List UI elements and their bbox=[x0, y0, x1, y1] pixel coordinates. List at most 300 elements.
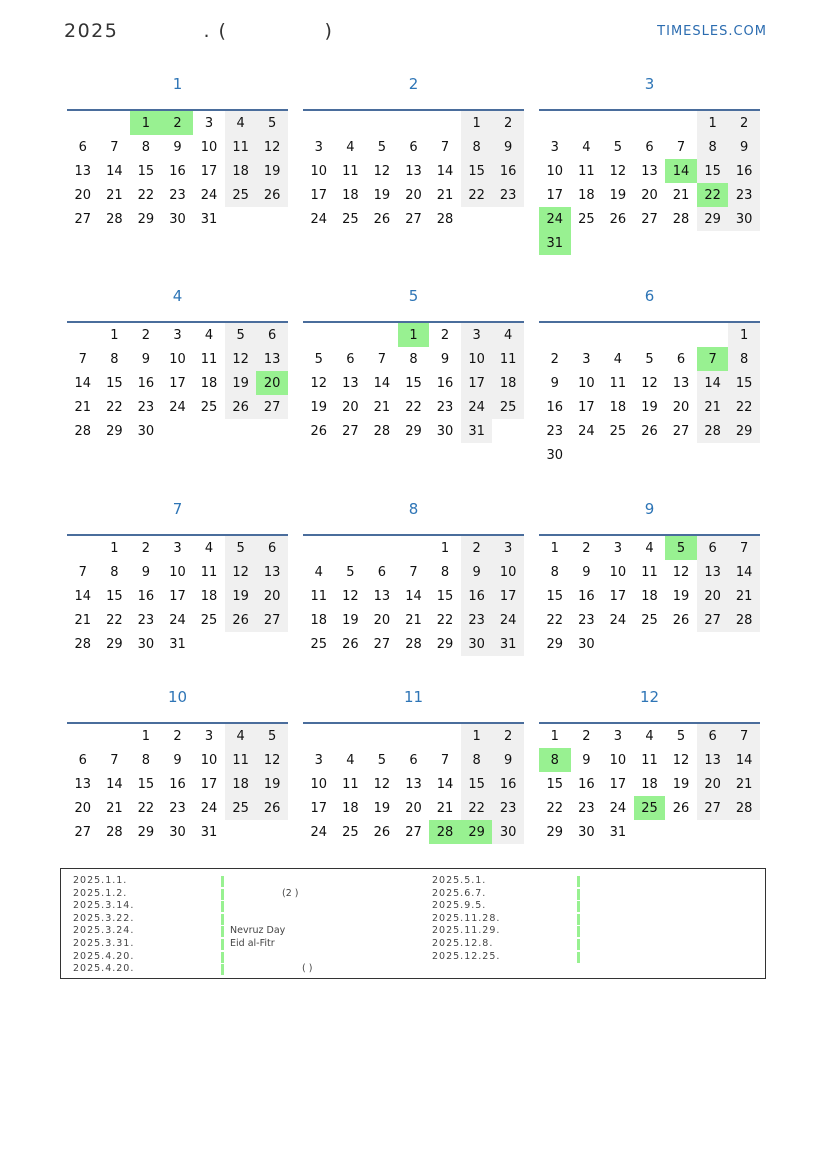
day-cell[interactable]: 2 bbox=[141, 327, 151, 343]
day-cell[interactable]: 30 bbox=[137, 636, 155, 652]
day-cell[interactable]: 7 bbox=[110, 139, 119, 155]
day-cell[interactable]: 5 bbox=[256, 723, 288, 748]
day-cell[interactable]: 17 bbox=[492, 584, 524, 608]
day-cell[interactable]: 18 bbox=[342, 800, 359, 816]
day-cell[interactable]: 11 bbox=[342, 163, 359, 179]
day-cell[interactable]: 27 bbox=[256, 608, 288, 632]
day-cell[interactable]: 16 bbox=[492, 159, 524, 183]
day-cell[interactable]: 17 bbox=[461, 371, 493, 395]
day-cell[interactable]: 27 bbox=[256, 395, 288, 419]
day-cell[interactable]: 6 bbox=[409, 139, 418, 155]
day-cell[interactable]: 28 bbox=[436, 211, 454, 227]
day-cell[interactable]: 23 bbox=[137, 612, 155, 628]
day-cell[interactable]: 6 bbox=[697, 535, 729, 560]
day-cell[interactable]: 15 bbox=[405, 375, 422, 391]
day-cell[interactable]: 17 bbox=[169, 588, 186, 604]
day-cell[interactable]: 26 bbox=[672, 800, 690, 816]
day-cell[interactable]: 10 bbox=[200, 139, 218, 155]
day-cell[interactable]: 9 bbox=[440, 351, 450, 367]
day-cell[interactable]: 6 bbox=[676, 351, 686, 367]
day-cell[interactable]: 13 bbox=[641, 163, 658, 179]
day-cell[interactable]: 15 bbox=[137, 776, 155, 792]
day-cell[interactable]: 17 bbox=[200, 163, 218, 179]
day-cell[interactable]: 6 bbox=[78, 752, 87, 768]
day-cell[interactable]: 8 bbox=[461, 748, 493, 772]
day-cell[interactable]: 12 bbox=[310, 375, 328, 391]
day-cell[interactable]: 19 bbox=[256, 159, 288, 183]
day-cell[interactable]: 10 bbox=[578, 375, 595, 391]
day-cell[interactable]: 31 bbox=[539, 231, 571, 255]
day-cell[interactable]: 24 bbox=[461, 395, 493, 419]
day-cell[interactable]: 19 bbox=[672, 776, 690, 792]
day-cell[interactable]: 24 bbox=[609, 612, 627, 628]
day-cell[interactable]: 27 bbox=[641, 211, 658, 227]
day-cell[interactable]: 19 bbox=[609, 187, 627, 203]
day-cell[interactable]: 12 bbox=[641, 375, 658, 391]
day-cell[interactable]: 14 bbox=[405, 588, 422, 604]
day-cell[interactable]: 3 bbox=[613, 728, 623, 744]
day-cell[interactable]: 22 bbox=[106, 612, 123, 628]
day-cell[interactable]: 26 bbox=[373, 824, 391, 840]
day-cell[interactable]: 24 bbox=[200, 187, 218, 203]
day-cell[interactable]: 8 bbox=[539, 748, 571, 772]
day-cell[interactable]: 13 bbox=[74, 163, 92, 179]
day-cell[interactable]: 15 bbox=[106, 588, 123, 604]
day-cell[interactable]: 7 bbox=[409, 564, 418, 580]
day-cell[interactable]: 31 bbox=[200, 824, 218, 840]
day-cell[interactable]: 19 bbox=[373, 800, 391, 816]
day-cell[interactable]: 3 bbox=[204, 728, 214, 744]
day-cell[interactable]: 22 bbox=[546, 612, 564, 628]
day-cell[interactable]: 5 bbox=[676, 728, 686, 744]
day-cell[interactable]: 2 bbox=[440, 327, 450, 343]
day-cell[interactable]: 10 bbox=[310, 776, 328, 792]
day-cell[interactable]: 13 bbox=[405, 163, 422, 179]
day-cell[interactable]: 28 bbox=[106, 211, 123, 227]
day-cell[interactable]: 21 bbox=[74, 612, 92, 628]
day-cell[interactable]: 6 bbox=[256, 322, 288, 347]
day-cell[interactable]: 4 bbox=[204, 540, 214, 556]
day-cell[interactable]: 21 bbox=[405, 612, 422, 628]
day-cell[interactable]: 9 bbox=[728, 135, 760, 159]
day-cell[interactable]: 15 bbox=[546, 776, 564, 792]
day-cell[interactable]: 21 bbox=[728, 772, 760, 796]
day-cell[interactable]: 11 bbox=[200, 564, 218, 580]
day-cell[interactable]: 22 bbox=[546, 800, 564, 816]
day-cell[interactable]: 10 bbox=[609, 752, 627, 768]
day-cell[interactable]: 19 bbox=[373, 187, 391, 203]
day-cell[interactable]: 4 bbox=[314, 564, 323, 580]
day-cell[interactable]: 8 bbox=[461, 135, 493, 159]
day-cell[interactable]: 10 bbox=[310, 163, 328, 179]
day-cell[interactable]: 14 bbox=[728, 748, 760, 772]
day-cell[interactable]: 27 bbox=[74, 824, 92, 840]
day-cell[interactable]: 30 bbox=[546, 447, 564, 463]
day-cell[interactable]: 9 bbox=[492, 135, 524, 159]
day-cell[interactable]: 12 bbox=[256, 748, 288, 772]
day-cell[interactable]: 14 bbox=[106, 776, 123, 792]
day-cell[interactable]: 3 bbox=[314, 139, 323, 155]
day-cell[interactable]: 1 bbox=[697, 110, 729, 135]
day-cell[interactable]: 11 bbox=[578, 163, 595, 179]
day-cell[interactable]: 23 bbox=[492, 796, 524, 820]
day-cell[interactable]: 20 bbox=[697, 772, 729, 796]
day-cell[interactable]: 25 bbox=[310, 636, 328, 652]
day-cell[interactable]: 20 bbox=[405, 800, 422, 816]
day-cell[interactable]: 16 bbox=[137, 375, 155, 391]
day-cell[interactable]: 21 bbox=[436, 187, 454, 203]
day-cell[interactable]: 14 bbox=[373, 375, 391, 391]
day-cell[interactable]: 1 bbox=[110, 540, 119, 556]
day-cell[interactable]: 24 bbox=[539, 207, 571, 231]
day-cell[interactable]: 6 bbox=[346, 351, 355, 367]
day-cell[interactable]: 2 bbox=[141, 540, 151, 556]
day-cell[interactable]: 10 bbox=[461, 347, 493, 371]
day-cell[interactable]: 21 bbox=[436, 800, 454, 816]
day-cell[interactable]: 10 bbox=[169, 564, 186, 580]
day-cell[interactable]: 9 bbox=[492, 748, 524, 772]
day-cell[interactable]: 1 bbox=[728, 322, 760, 347]
day-cell[interactable]: 7 bbox=[78, 351, 87, 367]
day-cell[interactable]: 14 bbox=[436, 776, 454, 792]
day-cell[interactable]: 30 bbox=[436, 423, 454, 439]
day-cell[interactable]: 10 bbox=[492, 560, 524, 584]
day-cell[interactable]: 23 bbox=[137, 399, 155, 415]
day-cell[interactable]: 25 bbox=[634, 796, 666, 820]
day-cell[interactable]: 4 bbox=[492, 322, 524, 347]
day-cell[interactable]: 4 bbox=[346, 139, 355, 155]
day-cell[interactable]: 8 bbox=[409, 351, 418, 367]
day-cell[interactable]: 19 bbox=[342, 612, 359, 628]
day-cell[interactable]: 20 bbox=[74, 187, 92, 203]
day-cell[interactable]: 5 bbox=[256, 110, 288, 135]
day-cell[interactable]: 16 bbox=[546, 399, 564, 415]
day-cell[interactable]: 15 bbox=[106, 375, 123, 391]
day-cell[interactable]: 11 bbox=[225, 748, 257, 772]
day-cell[interactable]: 21 bbox=[697, 395, 729, 419]
day-cell[interactable]: 8 bbox=[110, 564, 119, 580]
day-cell[interactable]: 15 bbox=[546, 588, 564, 604]
day-cell[interactable]: 9 bbox=[173, 139, 182, 155]
day-cell[interactable]: 19 bbox=[225, 371, 257, 395]
day-cell[interactable]: 26 bbox=[609, 211, 627, 227]
day-cell[interactable]: 20 bbox=[256, 371, 288, 395]
day-cell[interactable]: 6 bbox=[256, 535, 288, 560]
day-cell[interactable]: 18 bbox=[310, 612, 328, 628]
day-cell[interactable]: 24 bbox=[578, 423, 595, 439]
day-cell[interactable]: 18 bbox=[641, 776, 658, 792]
day-cell[interactable]: 29 bbox=[461, 820, 493, 844]
day-cell[interactable]: 13 bbox=[405, 776, 422, 792]
day-cell[interactable]: 4 bbox=[613, 351, 623, 367]
day-cell[interactable]: 11 bbox=[609, 375, 627, 391]
day-cell[interactable]: 17 bbox=[200, 776, 218, 792]
day-cell[interactable]: 28 bbox=[672, 211, 690, 227]
day-cell[interactable]: 11 bbox=[641, 752, 658, 768]
day-cell[interactable]: 22 bbox=[137, 187, 155, 203]
day-cell[interactable]: 10 bbox=[169, 351, 186, 367]
day-cell[interactable]: 3 bbox=[461, 322, 493, 347]
day-cell[interactable]: 6 bbox=[409, 752, 418, 768]
day-cell[interactable]: 29 bbox=[728, 419, 760, 443]
day-cell[interactable]: 25 bbox=[200, 612, 218, 628]
day-cell[interactable]: 24 bbox=[310, 824, 328, 840]
day-cell[interactable]: 14 bbox=[665, 159, 697, 183]
day-cell[interactable]: 18 bbox=[492, 371, 524, 395]
day-cell[interactable]: 18 bbox=[578, 187, 595, 203]
day-cell[interactable]: 16 bbox=[169, 776, 186, 792]
day-cell[interactable]: 29 bbox=[546, 636, 564, 652]
day-cell[interactable]: 11 bbox=[200, 351, 218, 367]
day-cell[interactable]: 5 bbox=[613, 139, 623, 155]
day-cell[interactable]: 9 bbox=[461, 560, 493, 584]
day-cell[interactable]: 22 bbox=[461, 183, 493, 207]
day-cell[interactable]: 22 bbox=[106, 399, 123, 415]
day-cell[interactable]: 20 bbox=[74, 800, 92, 816]
day-cell[interactable]: 14 bbox=[728, 560, 760, 584]
day-cell[interactable]: 10 bbox=[200, 752, 218, 768]
day-cell[interactable]: 11 bbox=[225, 135, 257, 159]
day-cell[interactable]: 11 bbox=[342, 776, 359, 792]
day-cell[interactable]: 22 bbox=[697, 183, 729, 207]
day-cell[interactable]: 23 bbox=[461, 608, 493, 632]
day-cell[interactable]: 5 bbox=[377, 139, 387, 155]
day-cell[interactable]: 22 bbox=[436, 612, 454, 628]
day-cell[interactable]: 28 bbox=[373, 423, 391, 439]
day-cell[interactable]: 16 bbox=[578, 588, 595, 604]
day-cell[interactable]: 8 bbox=[141, 139, 151, 155]
day-cell[interactable]: 6 bbox=[697, 723, 729, 748]
day-cell[interactable]: 31 bbox=[169, 636, 186, 652]
day-cell[interactable]: 2 bbox=[550, 351, 559, 367]
day-cell[interactable]: 29 bbox=[106, 636, 123, 652]
day-cell[interactable]: 14 bbox=[106, 163, 123, 179]
day-cell[interactable]: 17 bbox=[578, 399, 595, 415]
day-cell[interactable]: 16 bbox=[492, 772, 524, 796]
day-cell[interactable]: 3 bbox=[582, 351, 591, 367]
day-cell[interactable]: 31 bbox=[609, 824, 627, 840]
day-cell[interactable]: 3 bbox=[314, 752, 323, 768]
day-cell[interactable]: 20 bbox=[373, 612, 391, 628]
day-cell[interactable]: 20 bbox=[697, 584, 729, 608]
day-cell[interactable]: 9 bbox=[173, 752, 182, 768]
day-cell[interactable]: 1 bbox=[130, 110, 162, 135]
day-cell[interactable]: 21 bbox=[106, 187, 123, 203]
day-cell[interactable]: 15 bbox=[461, 772, 493, 796]
day-cell[interactable]: 14 bbox=[436, 163, 454, 179]
day-cell[interactable]: 1 bbox=[461, 723, 493, 748]
day-cell[interactable]: 15 bbox=[697, 159, 729, 183]
day-cell[interactable]: 2 bbox=[162, 110, 194, 135]
day-cell[interactable]: 16 bbox=[728, 159, 760, 183]
day-cell[interactable]: 24 bbox=[609, 800, 627, 816]
day-cell[interactable]: 20 bbox=[342, 399, 359, 415]
day-cell[interactable]: 12 bbox=[609, 163, 627, 179]
day-cell[interactable]: 4 bbox=[645, 728, 654, 744]
day-cell[interactable]: 28 bbox=[405, 636, 422, 652]
day-cell[interactable]: 18 bbox=[641, 588, 658, 604]
day-cell[interactable]: 9 bbox=[582, 752, 591, 768]
day-cell[interactable]: 26 bbox=[641, 423, 658, 439]
day-cell[interactable]: 22 bbox=[137, 800, 155, 816]
day-cell[interactable]: 27 bbox=[697, 608, 729, 632]
day-cell[interactable]: 3 bbox=[173, 540, 182, 556]
day-cell[interactable]: 1 bbox=[440, 540, 450, 556]
day-cell[interactable]: 22 bbox=[405, 399, 422, 415]
day-cell[interactable]: 16 bbox=[578, 776, 595, 792]
day-cell[interactable]: 7 bbox=[728, 535, 760, 560]
day-cell[interactable]: 30 bbox=[492, 820, 524, 844]
day-cell[interactable]: 18 bbox=[342, 187, 359, 203]
day-cell[interactable]: 17 bbox=[310, 800, 328, 816]
day-cell[interactable]: 7 bbox=[377, 351, 387, 367]
day-cell[interactable]: 17 bbox=[609, 776, 627, 792]
day-cell[interactable]: 5 bbox=[314, 351, 323, 367]
day-cell[interactable]: 3 bbox=[173, 327, 182, 343]
day-cell[interactable]: 27 bbox=[342, 423, 359, 439]
day-cell[interactable]: 7 bbox=[440, 139, 450, 155]
day-cell[interactable]: 25 bbox=[342, 211, 359, 227]
day-cell[interactable]: 28 bbox=[106, 824, 123, 840]
day-cell[interactable]: 15 bbox=[728, 371, 760, 395]
day-cell[interactable]: 27 bbox=[373, 636, 391, 652]
site-logo[interactable]: TIMESLES.COM bbox=[657, 24, 767, 39]
day-cell[interactable]: 20 bbox=[672, 399, 690, 415]
day-cell[interactable]: 22 bbox=[728, 395, 760, 419]
day-cell[interactable]: 26 bbox=[342, 636, 359, 652]
day-cell[interactable]: 3 bbox=[613, 540, 623, 556]
day-cell[interactable]: 16 bbox=[169, 163, 186, 179]
day-cell[interactable]: 9 bbox=[141, 351, 151, 367]
day-cell[interactable]: 18 bbox=[225, 159, 257, 183]
day-cell[interactable]: 30 bbox=[137, 423, 155, 439]
day-cell[interactable]: 5 bbox=[225, 322, 257, 347]
day-cell[interactable]: 31 bbox=[461, 419, 493, 443]
day-cell[interactable]: 7 bbox=[110, 752, 119, 768]
day-cell[interactable]: 12 bbox=[373, 776, 391, 792]
day-cell[interactable]: 21 bbox=[74, 399, 92, 415]
day-cell[interactable]: 4 bbox=[225, 110, 257, 135]
day-cell[interactable]: 29 bbox=[436, 636, 454, 652]
day-cell[interactable]: 29 bbox=[137, 211, 155, 227]
day-cell[interactable]: 27 bbox=[697, 796, 729, 820]
day-cell[interactable]: 23 bbox=[169, 187, 186, 203]
day-cell[interactable]: 30 bbox=[169, 824, 186, 840]
day-cell[interactable]: 11 bbox=[641, 564, 658, 580]
day-cell[interactable]: 28 bbox=[728, 796, 760, 820]
day-cell[interactable]: 17 bbox=[169, 375, 186, 391]
day-cell[interactable]: 18 bbox=[200, 375, 218, 391]
day-cell[interactable]: 25 bbox=[578, 211, 595, 227]
day-cell[interactable]: 1 bbox=[398, 322, 430, 347]
day-cell[interactable]: 21 bbox=[728, 584, 760, 608]
day-cell[interactable]: 26 bbox=[373, 211, 391, 227]
day-cell[interactable]: 21 bbox=[373, 399, 391, 415]
day-cell[interactable]: 23 bbox=[546, 423, 564, 439]
day-cell[interactable]: 23 bbox=[492, 183, 524, 207]
day-cell[interactable]: 18 bbox=[200, 588, 218, 604]
day-cell[interactable]: 5 bbox=[377, 752, 387, 768]
day-cell[interactable]: 29 bbox=[546, 824, 564, 840]
day-cell[interactable]: 19 bbox=[641, 399, 658, 415]
day-cell[interactable]: 25 bbox=[225, 183, 257, 207]
day-cell[interactable]: 8 bbox=[110, 351, 119, 367]
day-cell[interactable]: 23 bbox=[728, 183, 760, 207]
day-cell[interactable]: 11 bbox=[310, 588, 328, 604]
day-cell[interactable]: 1 bbox=[141, 728, 151, 744]
day-cell[interactable]: 16 bbox=[461, 584, 493, 608]
day-cell[interactable]: 2 bbox=[492, 723, 524, 748]
day-cell[interactable]: 30 bbox=[728, 207, 760, 231]
day-cell[interactable]: 2 bbox=[582, 540, 591, 556]
day-cell[interactable]: 20 bbox=[641, 187, 658, 203]
day-cell[interactable]: 27 bbox=[74, 211, 92, 227]
day-cell[interactable]: 8 bbox=[728, 347, 760, 371]
day-cell[interactable]: 2 bbox=[728, 110, 760, 135]
day-cell[interactable]: 19 bbox=[672, 588, 690, 604]
day-cell[interactable]: 5 bbox=[346, 564, 355, 580]
day-cell[interactable]: 26 bbox=[310, 423, 328, 439]
day-cell[interactable]: 25 bbox=[200, 399, 218, 415]
day-cell[interactable]: 10 bbox=[609, 564, 627, 580]
day-cell[interactable]: 5 bbox=[665, 535, 697, 560]
day-cell[interactable]: 1 bbox=[461, 110, 493, 135]
day-cell[interactable]: 19 bbox=[256, 772, 288, 796]
day-cell[interactable]: 13 bbox=[697, 560, 729, 584]
day-cell[interactable]: 28 bbox=[74, 636, 92, 652]
day-cell[interactable]: 10 bbox=[546, 163, 564, 179]
day-cell[interactable]: 12 bbox=[342, 588, 359, 604]
day-cell[interactable]: 4 bbox=[204, 327, 214, 343]
day-cell[interactable]: 27 bbox=[405, 824, 422, 840]
day-cell[interactable]: 31 bbox=[200, 211, 218, 227]
day-cell[interactable]: 29 bbox=[405, 423, 422, 439]
day-cell[interactable]: 16 bbox=[137, 588, 155, 604]
day-cell[interactable]: 13 bbox=[697, 748, 729, 772]
day-cell[interactable]: 9 bbox=[550, 375, 559, 391]
day-cell[interactable]: 8 bbox=[440, 564, 450, 580]
day-cell[interactable]: 12 bbox=[672, 564, 690, 580]
day-cell[interactable]: 12 bbox=[256, 135, 288, 159]
day-cell[interactable]: 25 bbox=[641, 612, 658, 628]
day-cell[interactable]: 12 bbox=[225, 560, 257, 584]
day-cell[interactable]: 26 bbox=[256, 796, 288, 820]
day-cell[interactable]: 24 bbox=[169, 612, 186, 628]
day-cell[interactable]: 21 bbox=[106, 800, 123, 816]
day-cell[interactable]: 30 bbox=[169, 211, 186, 227]
day-cell[interactable]: 25 bbox=[609, 423, 627, 439]
day-cell[interactable]: 8 bbox=[550, 564, 559, 580]
day-cell[interactable]: 13 bbox=[342, 375, 359, 391]
day-cell[interactable]: 28 bbox=[74, 423, 92, 439]
day-cell[interactable]: 18 bbox=[609, 399, 627, 415]
day-cell[interactable]: 15 bbox=[461, 159, 493, 183]
day-cell[interactable]: 8 bbox=[697, 135, 729, 159]
day-cell[interactable]: 13 bbox=[74, 776, 92, 792]
day-cell[interactable]: 6 bbox=[645, 139, 654, 155]
day-cell[interactable]: 30 bbox=[578, 636, 595, 652]
day-cell[interactable]: 2 bbox=[461, 535, 493, 560]
day-cell[interactable]: 24 bbox=[492, 608, 524, 632]
day-cell[interactable]: 7 bbox=[697, 347, 729, 371]
day-cell[interactable]: 4 bbox=[225, 723, 257, 748]
day-cell[interactable]: 4 bbox=[645, 540, 654, 556]
day-cell[interactable]: 24 bbox=[169, 399, 186, 415]
day-cell[interactable]: 4 bbox=[582, 139, 591, 155]
day-cell[interactable]: 31 bbox=[492, 632, 524, 656]
day-cell[interactable]: 24 bbox=[310, 211, 328, 227]
day-cell[interactable]: 12 bbox=[672, 752, 690, 768]
